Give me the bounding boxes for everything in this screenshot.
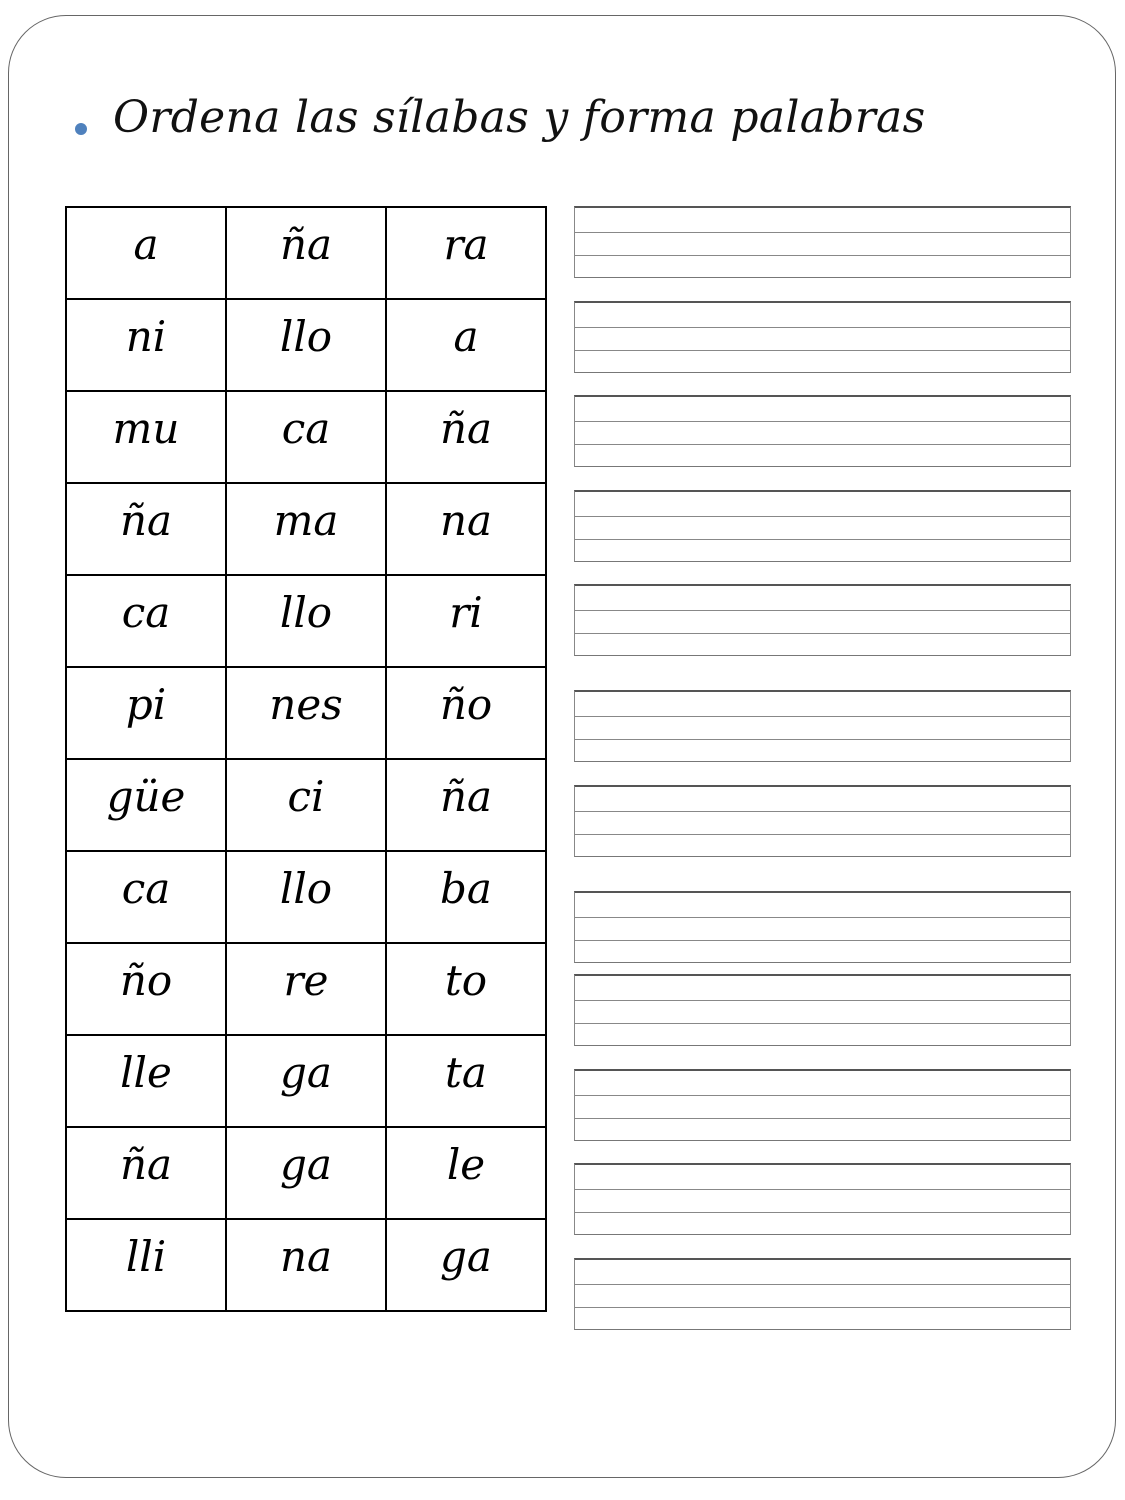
syllable-cell: re bbox=[226, 943, 386, 1035]
syllable-row bbox=[66, 1127, 546, 1219]
guide-line bbox=[575, 1307, 1070, 1308]
guide-line bbox=[575, 834, 1070, 835]
guide-line bbox=[575, 940, 1070, 941]
writing-lines[interactable] bbox=[574, 584, 1071, 656]
syllable-row bbox=[66, 851, 546, 943]
syllable-row bbox=[66, 299, 546, 391]
writing-lines[interactable] bbox=[574, 301, 1071, 373]
syllable-cell: ra bbox=[386, 207, 546, 299]
guide-line bbox=[575, 917, 1070, 918]
syllable-row bbox=[66, 759, 546, 851]
syllable-cell: ca bbox=[66, 851, 226, 943]
syllable-table bbox=[65, 206, 547, 1312]
bullet-icon bbox=[75, 123, 87, 135]
syllable-cell: le bbox=[386, 1127, 546, 1219]
syllable-row bbox=[66, 667, 546, 759]
guide-line bbox=[575, 1023, 1070, 1024]
guide-line bbox=[575, 255, 1070, 256]
syllable-row bbox=[66, 1219, 546, 1311]
syllable-row bbox=[66, 943, 546, 1035]
writing-lines[interactable] bbox=[574, 490, 1071, 562]
guide-line bbox=[575, 516, 1070, 517]
syllable-row bbox=[66, 483, 546, 575]
syllable-cell: nes bbox=[226, 667, 386, 759]
syllable-cell: mu bbox=[66, 391, 226, 483]
writing-lines[interactable] bbox=[574, 785, 1071, 857]
syllable-cell: to bbox=[386, 943, 546, 1035]
guide-line bbox=[575, 1212, 1070, 1213]
syllable-cell: ca bbox=[66, 575, 226, 667]
guide-line bbox=[575, 1118, 1070, 1119]
syllable-cell: ña bbox=[66, 1127, 226, 1219]
syllable-cell: lle bbox=[66, 1035, 226, 1127]
guide-line bbox=[575, 1095, 1070, 1096]
guide-line bbox=[575, 716, 1070, 717]
syllable-row bbox=[66, 391, 546, 483]
instruction-title: Ordena las sílabas y forma palabras bbox=[113, 92, 926, 143]
guide-line bbox=[575, 444, 1070, 445]
writing-lines[interactable] bbox=[574, 891, 1071, 963]
syllable-cell: pi bbox=[66, 667, 226, 759]
guide-line bbox=[575, 739, 1070, 740]
writing-lines[interactable] bbox=[574, 974, 1071, 1046]
syllable-cell: ni bbox=[66, 299, 226, 391]
syllable-cell: ga bbox=[386, 1219, 546, 1311]
syllable-row bbox=[66, 575, 546, 667]
syllable-cell: ma bbox=[226, 483, 386, 575]
syllable-cell: na bbox=[386, 483, 546, 575]
syllable-cell: na bbox=[226, 1219, 386, 1311]
syllable-cell: ga bbox=[226, 1127, 386, 1219]
guide-line bbox=[575, 539, 1070, 540]
syllable-cell: ta bbox=[386, 1035, 546, 1127]
writing-lines[interactable] bbox=[574, 395, 1071, 467]
guide-line bbox=[575, 327, 1070, 328]
guide-line bbox=[575, 811, 1070, 812]
writing-lines[interactable] bbox=[574, 1069, 1071, 1141]
guide-line bbox=[575, 633, 1070, 634]
syllable-cell: llo bbox=[226, 851, 386, 943]
syllable-cell: a bbox=[386, 299, 546, 391]
syllable-cell: ña bbox=[386, 759, 546, 851]
syllable-cell: ño bbox=[66, 943, 226, 1035]
syllable-cell: a bbox=[66, 207, 226, 299]
syllable-cell: lli bbox=[66, 1219, 226, 1311]
syllable-cell: ña bbox=[66, 483, 226, 575]
syllable-cell: llo bbox=[226, 575, 386, 667]
guide-line bbox=[575, 1189, 1070, 1190]
syllable-cell: ba bbox=[386, 851, 546, 943]
syllable-cell: ga bbox=[226, 1035, 386, 1127]
syllable-cell: güe bbox=[66, 759, 226, 851]
guide-line bbox=[575, 1284, 1070, 1285]
syllable-cell: ca bbox=[226, 391, 386, 483]
writing-lines[interactable] bbox=[574, 690, 1071, 762]
syllable-cell: llo bbox=[226, 299, 386, 391]
writing-lines[interactable] bbox=[574, 206, 1071, 278]
syllable-cell: ri bbox=[386, 575, 546, 667]
guide-line bbox=[575, 1000, 1070, 1001]
guide-line bbox=[575, 232, 1070, 233]
guide-line bbox=[575, 350, 1070, 351]
guide-line bbox=[575, 610, 1070, 611]
guide-line bbox=[575, 421, 1070, 422]
syllable-cell: ci bbox=[226, 759, 386, 851]
syllable-row bbox=[66, 207, 546, 299]
syllable-cell: ño bbox=[386, 667, 546, 759]
syllable-row bbox=[66, 1035, 546, 1127]
syllable-cell: ña bbox=[226, 207, 386, 299]
writing-lines[interactable] bbox=[574, 1163, 1071, 1235]
writing-lines[interactable] bbox=[574, 1258, 1071, 1330]
syllable-cell: ña bbox=[386, 391, 546, 483]
